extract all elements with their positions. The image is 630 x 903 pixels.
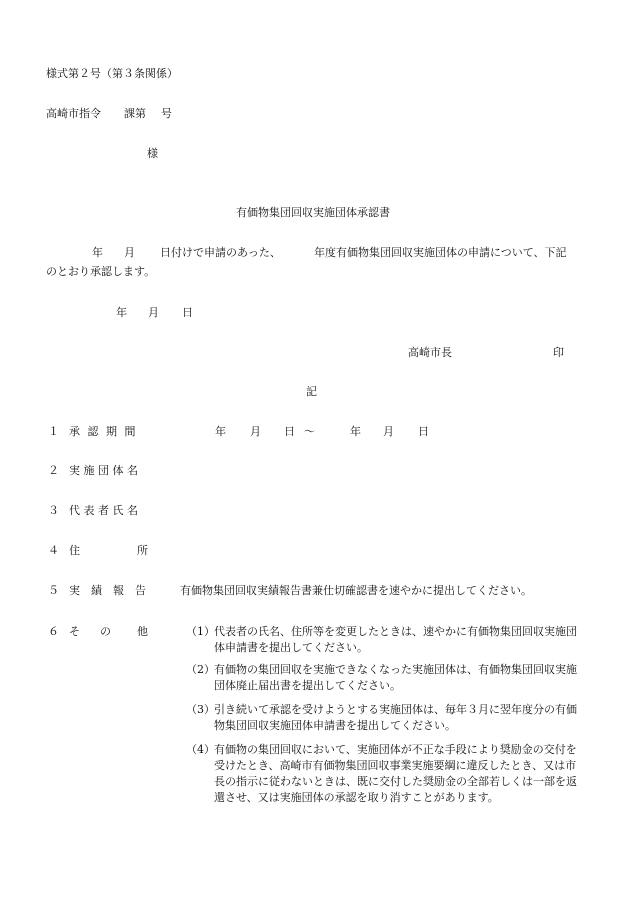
form-number: 様式第２号（第３条関係） bbox=[46, 67, 178, 80]
issue-number-prefix: 高崎市指令 bbox=[46, 107, 101, 120]
period-start-year: 年 bbox=[215, 425, 226, 438]
ki-heading: 記 bbox=[306, 385, 317, 398]
period-tilde: ～ bbox=[304, 425, 315, 438]
note-text: 有価物の集団回収を実施できなくなった実施団体は、有価物集団回収実施団体廃止届出書を提出してください。 bbox=[214, 663, 577, 692]
period-end-month: 月 bbox=[383, 425, 394, 438]
date-month: 月 bbox=[148, 306, 159, 319]
mayor-title: 高崎市長 bbox=[408, 346, 452, 359]
note-text: 代表者の氏名、住所等を変更したときは、速やかに有価物集団回収実施団体申請書を提出してください。 bbox=[214, 625, 577, 654]
seal-mark: 印 bbox=[553, 346, 564, 359]
item-number: ５ bbox=[48, 584, 59, 597]
item-label-approval-period: 承 認 期 間 bbox=[69, 425, 138, 438]
note-text: 有価物の集団回収において、実施団体が不正な手段により奨励金の交付を受けたとき、高崎市有価物集団回収事業実施要綱に違反したとき、又は市長の指示に従わないときは、既に交付した奨励金の全部若しくは一部を返還させ、又は実施団体の承認を取り消すことがあります。 bbox=[214, 743, 577, 804]
item-label-other-b: の bbox=[100, 625, 111, 638]
note-number: （4） bbox=[186, 743, 215, 756]
item-value-performance-report: 有価物集団回収実績報告書兼仕切確認書を速やかに提出してください。 bbox=[180, 584, 532, 597]
date-year: 年 bbox=[116, 306, 127, 319]
item-label-address-a: 住 bbox=[69, 544, 80, 557]
note-item bbox=[186, 702, 586, 734]
item-number: １ bbox=[48, 425, 59, 438]
period-end-day: 日 bbox=[418, 425, 429, 438]
item-number: ３ bbox=[48, 504, 59, 517]
document-title: 有価物集団回収実施団体承認書 bbox=[236, 206, 390, 219]
period-start-day: 日 bbox=[284, 425, 295, 438]
addressee-honorific: 様 bbox=[147, 147, 158, 160]
note-item bbox=[186, 662, 586, 694]
period-end-year: 年 bbox=[350, 425, 361, 438]
item-label-other-a: そ bbox=[69, 625, 80, 638]
item-number: ４ bbox=[48, 544, 59, 557]
item-label-organization-name: 実 施 団 体 名 bbox=[69, 464, 138, 477]
note-text: 引き続いて承認を受けようとする実施団体は、毎年３月に翌年度分の有価物集団回収実施団体申請書を提出してください。 bbox=[214, 703, 577, 732]
date-day: 日 bbox=[182, 306, 193, 319]
issue-number-suffix: 号 bbox=[161, 107, 172, 120]
note-number: （3） bbox=[186, 703, 215, 716]
item-label-address-b: 所 bbox=[137, 544, 148, 557]
item-number: ２ bbox=[48, 464, 59, 477]
item-number: ６ bbox=[48, 625, 59, 638]
item-label-representative-name: 代 表 者 氏 名 bbox=[69, 504, 138, 517]
body-text-a: 日付けで申請のあった、 bbox=[160, 246, 281, 259]
body-month: 月 bbox=[124, 246, 135, 259]
note-item bbox=[186, 742, 586, 806]
item-label-other-c: 他 bbox=[137, 625, 148, 638]
note-number: （2） bbox=[186, 663, 215, 676]
body-text-b: 年度有価物集団回収実施団体の申請について、下記 bbox=[314, 246, 567, 259]
period-start-month: 月 bbox=[250, 425, 261, 438]
body-year: 年 bbox=[92, 246, 103, 259]
issue-number-section: 課第 bbox=[124, 107, 146, 120]
item-label-performance-report: 実 績 報 告 bbox=[69, 584, 146, 597]
note-number: （1） bbox=[186, 625, 215, 638]
note-item bbox=[186, 624, 586, 656]
body-line-2: のとおり承認します。 bbox=[46, 265, 156, 278]
